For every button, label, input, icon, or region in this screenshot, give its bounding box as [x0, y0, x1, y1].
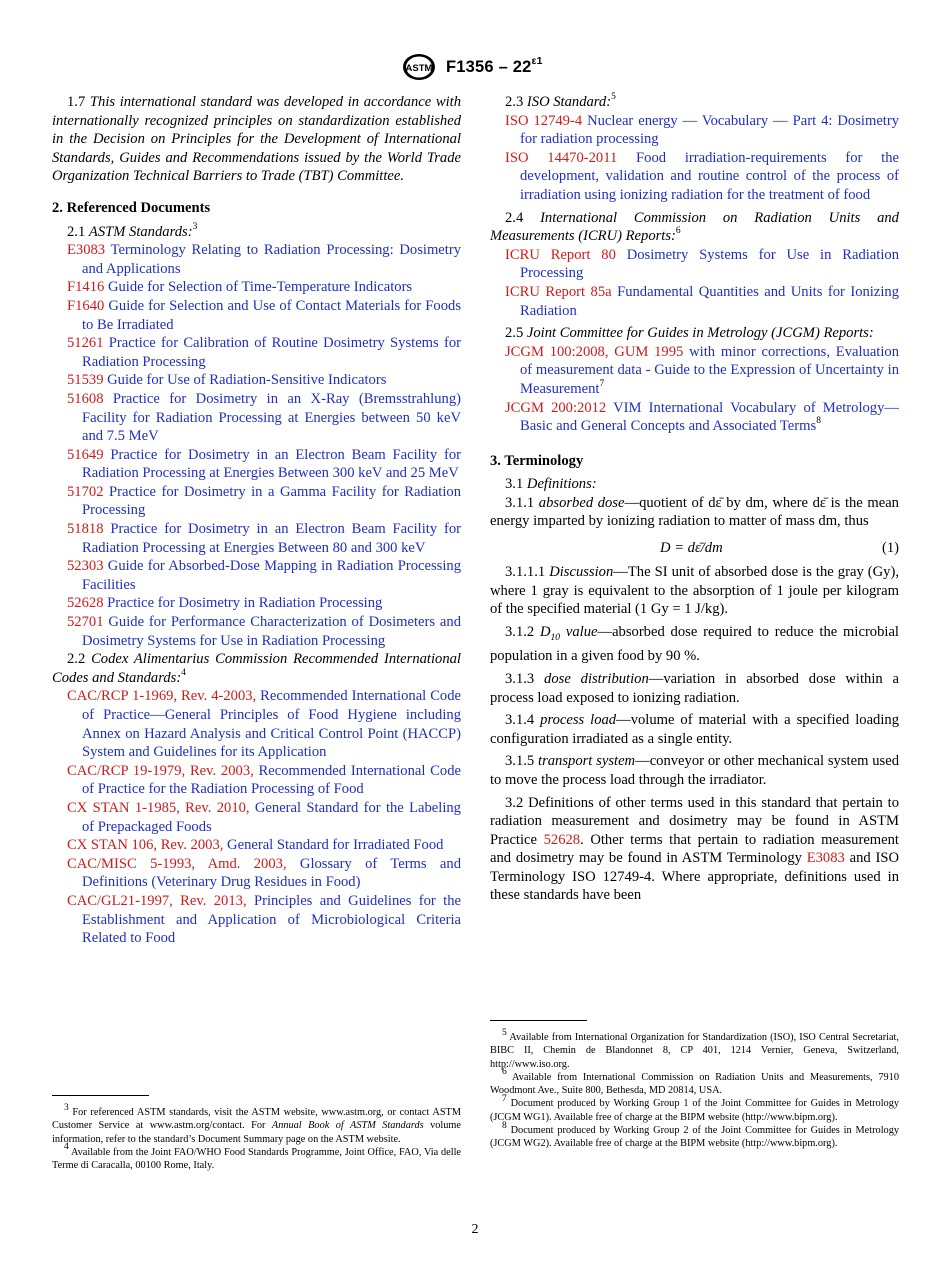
paragraph-1-7: 1.7 This international standard was developed in accordance with internationally recognized principles on standardization established in the Decision on Principles for the Development of International Standards, Guides and Recommendations issued by the World Trade Organization Technical Barriers to Trade (TBT) Committee.	[52, 94, 462, 185]
reference-item[interactable]: ISO 12749-4 Nuclear energy — Vocabulary — Part 4: Dosimetry for radiation processing	[505, 112, 900, 148]
reference-item[interactable]: ISO 14470-2011 Food irradiation-requirements for the development, validation and routine control of the process of irradiation using ionizing radiation for the treatment of food	[505, 149, 900, 203]
astm-reference-list	[52, 241, 461, 650]
reference-item[interactable]: 51818 Practice for Dosimetry in an Electron Beam Facility for Radiation Processing at Energies Between 80 and 300 keV	[67, 521, 461, 556]
section-2-3-heading: 2.3 ISO Standard:$^5$	[505, 92, 616, 110]
equation-1	[490, 539, 899, 561]
reference-item[interactable]: F1640 Guide for Selection and Use of Contact Materials for Foods to Be Irradiated	[67, 297, 461, 333]
page-header	[0, 52, 950, 82]
footnote-5: $^5$ Available from International Organization for Standardization (ISO), ISO Central Secretariat, BIBC II, Chemin de Blandonnet 8, CP 401, 1214 Vernier, Geneva, Switzerland, http://www.iso.org.	[490, 1027, 899, 1070]
section-3-1-heading: 3.1 Definitions:	[505, 476, 597, 493]
equation-number: (1)	[881, 540, 899, 557]
section-2-4-heading: 2.4 International Commission on Radiation Units and Measurements (ICRU) Reports:$^6$	[490, 209, 899, 245]
reference-item[interactable]: CAC/RCP 19-1979, Rev. 2003, Recommended International Code of Practice for the Radiation Processing of Food	[67, 762, 461, 798]
left-column	[52, 93, 461, 948]
definition-3-1-1: 3.1.1 absorbed dose—quotient of dε̄ by dm, where dε̄ is the mean energy imparted by ionizing radiation to matter of mass dm, thus	[490, 494, 899, 530]
section-2-2-heading: 2.2 Codex Alimentarius Commission Recommended International Codes and Standards:$^4$	[52, 651, 461, 686]
left-footnotes	[52, 1095, 461, 1172]
definition-3-1-3: 3.1.3 dose distribution—variation in absorbed dose within a process load exposed to ionizing radiation.	[490, 670, 900, 706]
footnote-4: $^4$ Available from the Joint FAO/WHO Food Standards Programme, Joint Office, FAO, Via delle Terme di Caracalla, 00100 Rome, Italy.	[52, 1142, 461, 1172]
reference-item[interactable]: JCGM 200:2012 VIM International Vocabulary of Metrology—Basic and General Concepts and Associated Terms$^8$	[505, 399, 899, 435]
link-52628[interactable]: 52628	[543, 831, 581, 848]
link-e3083[interactable]: E3083	[806, 850, 845, 867]
astm-logo-icon	[401, 52, 437, 82]
footnote-6: $^6$ Available from International Commission on Radiation Units and Measurements, 7910 Woodmont Ave., Suite 800, Bethesda, MD 20814, USA.	[490, 1067, 899, 1097]
reference-item[interactable]: 51608 Practice for Dosimetry in an X-Ray (Bremsstrahlung) Facility for Radiation Processing at Energies between 50 keV and 7.5 MeV	[67, 390, 461, 445]
equation-formula: D = dε̄/dm	[660, 540, 723, 557]
reference-item[interactable]: ICRU Report 80 Dosimetry Systems for Use in Radiation Processing	[505, 246, 899, 282]
paragraph-3-2: 3.2 Definitions of other terms used in this standard that pertain to radiation measurement and dosimetry may be found in ASTM Practice 52628. Other terms that pertain to radiation measurement and dosimetry may be found in ASTM Terminology E3083 and ISO Terminology ISO 12749-4. Where appropriate, definitions used in these standards have been	[490, 794, 899, 904]
footnote-rule	[490, 1020, 587, 1021]
reference-item[interactable]: JCGM 100:2008, GUM 1995 with minor corrections, Evaluation of measurement data - Guide to the Expression of Uncertainty in Measurement$^7$	[505, 343, 899, 397]
reference-item[interactable]: 52303 Guide for Absorbed-Dose Mapping in Radiation Processing Facilities	[67, 558, 461, 593]
discussion-3-1-1-1: 3.1.1.1 Discussion—The SI unit of absorbed dose is the gray (Gy), where 1 gray is equivalent to the absorption of 1 joule per kilogram of the specified material (1 Gy = 1 J/kg).	[490, 564, 899, 618]
reference-item[interactable]: CAC/GL21-1997, Rev. 2013, Principles and Guidelines for the Establishment and Application of Microbiological Criteria Related to Food	[67, 892, 461, 947]
reference-item[interactable]: 52628 Practice for Dosimetry in Radiation Processing	[67, 595, 383, 612]
section-2-1-heading: 2.1 ASTM Standards:$^3$	[67, 221, 198, 240]
section-3-heading: 3. Terminology	[490, 452, 584, 469]
reference-item[interactable]: E3083 Terminology Relating to Radiation Processing: Dosimetry and Applications	[67, 242, 461, 277]
reference-item[interactable]: F1416 Guide for Selection of Time-Temperature Indicators	[67, 279, 413, 296]
reference-item[interactable]: CX STAN 106, Rev. 2003, General Standard for Irradiated Food	[67, 837, 444, 854]
footnote-8: $^8$ Document produced by Working Group 2 of the Joint Committee for Guides in Metrology (JCGM WG2). Available free of charge at the BIPM website (http://www.bipm.org).	[490, 1120, 899, 1150]
definition-3-1-5: 3.1.5 transport system—conveyor or other mechanical system used to move the process load through the irradiator.	[490, 753, 899, 788]
footnote-rule	[52, 1095, 149, 1096]
reference-item[interactable]: 51539 Guide for Use of Radiation-Sensitive Indicators	[67, 372, 387, 389]
section-2-heading: 2. Referenced Documents	[52, 199, 211, 216]
reference-item[interactable]: CAC/MISC 5-1993, Amd. 2003, Glossary of Terms and Definitions (Veterinary Drug Residues in Food)	[67, 855, 461, 891]
reference-item[interactable]: 51702 Practice for Dosimetry in a Gamma Facility for Radiation Processing	[67, 483, 462, 519]
footnote-7: $^7$ Document produced by Working Group 1 of the Joint Committee for Guides in Metrology (JCGM WG1). Available free of charge at the BIPM website (http://www.bipm.org).	[490, 1094, 899, 1123]
page-number: 2	[471, 1222, 479, 1237]
definition-3-1-2: 3.1.2 $D_{10}$ value—absorbed dose required to reduce the microbial population in a given food by 90 %.	[490, 623, 899, 665]
footnote-3: $^3$ For referenced ASTM standards, visit the ASTM website, www.astm.org, or contact ASTM Customer Service at www.astm.org/contact. For Annual Book of ASTM Standards volume information, refer to the standard’s Document Summary page on the ASTM website.	[52, 1102, 462, 1145]
reference-item[interactable]: ICRU Report 85a Fundamental Quantities and Units for Ionizing Radiation	[505, 283, 899, 319]
codex-reference-list	[52, 687, 461, 947]
reference-item[interactable]: CX STAN 1-1985, Rev. 2010, General Standard for the Labeling of Prepackaged Foods	[67, 799, 461, 835]
reference-item[interactable]: CAC/RCP 1-1969, Rev. 4-2003, Recommended International Code of Practice—General Principles of Food Hygiene including Annex on Hazard Analysis and Critical Control Point (HACCP) System and Guidelines for its Application	[67, 688, 461, 761]
right-footnotes	[490, 1020, 899, 1151]
reference-item[interactable]: 51649 Practice for Dosimetry in an Electron Beam Facility for Radiation Processing at Energies Between 300 keV and 25 MeV	[67, 446, 461, 482]
section-2-5-heading: 2.5 Joint Committee for Guides in Metrology (JCGM) Reports:	[505, 325, 874, 342]
definition-3-1-4: 3.1.4 process load—volume of material with a specified loading configuration irradiated as a single entity.	[490, 712, 900, 747]
right-column	[490, 93, 899, 905]
reference-item[interactable]: 52701 Guide for Performance Characterization of Dosimeters and Dosimetry Systems for Use in Radiation Processing	[67, 614, 462, 649]
reference-item[interactable]: 51261 Practice for Calibration of Routine Dosimetry Systems for Radiation Processing	[67, 335, 461, 370]
document-id: $F1356 - 22^{\varepsilon 1}$	[446, 54, 543, 76]
epsilon-mark: ε1	[531, 54, 543, 67]
logo-text: ASTM	[405, 63, 433, 74]
